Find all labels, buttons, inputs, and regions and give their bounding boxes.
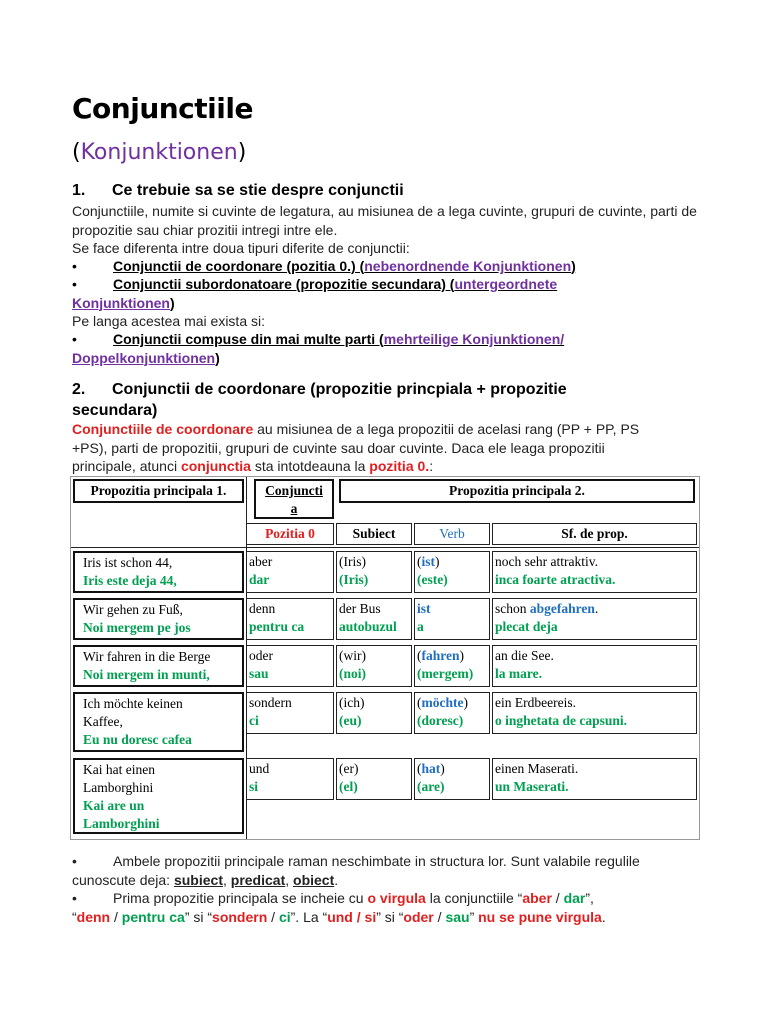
romanian-sentence-cont: Lamborghini	[83, 816, 160, 831]
term-predicat: predicat	[230, 871, 286, 888]
text-run: ”. La “	[290, 908, 328, 925]
sf-ro: o inghetata de capsuni.	[495, 713, 628, 728]
row-2-subj	[336, 598, 412, 640]
row-3-conj	[246, 645, 334, 687]
text-run: Prima propozitie principala se incheie cu	[113, 890, 368, 906]
highlight-red: o virgula	[367, 890, 426, 906]
text-run: .	[601, 908, 606, 925]
romanian-sentence: Iris este deja 44,	[83, 573, 177, 588]
highlight-red: sondern	[212, 908, 268, 925]
row-1-conj	[246, 551, 334, 593]
conj-de: sondern	[249, 695, 292, 710]
paragraph: Conjunctiile, numite si cuvinte de legatura, au misiunea de a lega cuvinte, grupuri de cuvinte, parti de propozitie sau chiar prozitii intregi intre ele.	[72, 203, 697, 238]
highlight-red: nu se pune virgula	[478, 908, 602, 925]
header-subiect: Subiect	[336, 523, 412, 545]
row-5-pp1	[73, 758, 244, 834]
conj-de: denn	[249, 601, 276, 616]
romanian-sentence: Kai are un	[83, 798, 145, 813]
text-run: /	[267, 908, 279, 925]
text-run: ,	[222, 871, 231, 888]
conjunction-table	[70, 476, 700, 840]
text-run: :	[429, 458, 434, 474]
subj-de: (Iris)	[339, 554, 366, 569]
sf-de: schon	[495, 601, 530, 616]
sf-de: noch sehr attraktiv.	[495, 554, 598, 569]
text-run: ” si “	[184, 908, 213, 925]
text-run: ,	[285, 871, 294, 888]
header-conj	[254, 479, 334, 519]
german-term: Doppelkonjunktionen	[72, 349, 216, 366]
german-sentence-cont: Kaffee,	[83, 714, 123, 729]
sf-de: an die See.	[495, 648, 554, 663]
german-sentence: Wir fahren in die Berge	[83, 649, 211, 664]
text-run: sta intotdeauna la	[250, 458, 370, 474]
term-subiect: subiect	[173, 871, 223, 888]
text-run: cunoscute deja:	[72, 871, 174, 888]
term-obiect: obiect	[293, 871, 335, 888]
row-1-pp1	[73, 551, 244, 593]
german-term: untergeordnete	[454, 276, 558, 292]
section-2-heading	[72, 379, 567, 421]
highlight-red: und / si	[327, 908, 377, 925]
highlight-red: aber	[522, 890, 552, 906]
note-2	[72, 889, 702, 926]
bullet-dot: •	[72, 890, 77, 906]
conj-ro: si	[249, 779, 259, 794]
subj-ro: (eu)	[339, 713, 362, 728]
verb-de: ist	[417, 601, 431, 616]
row-5-subj	[336, 758, 412, 800]
bullet-text	[113, 276, 557, 292]
section-title: Conjunctii de coordonare (propozitie princpiala + propozitie	[112, 381, 567, 398]
subj-ro: (Iris)	[339, 572, 369, 587]
sf-de-end: .	[594, 601, 599, 616]
highlight-red: Conjunctiile de coordonare	[72, 421, 254, 437]
conj-de: und	[249, 761, 270, 776]
verb-ro: (doresc)	[417, 713, 464, 728]
highlight-green: pentru ca	[121, 908, 185, 925]
conj-de: oder	[249, 648, 273, 663]
header-conj-line2: a	[290, 501, 298, 516]
note-1	[72, 852, 702, 889]
text-run: /	[551, 890, 564, 906]
section-1-heading	[72, 182, 404, 200]
header-verb: Verb	[414, 523, 490, 545]
bullet-label: Conjunctii compuse din mai multe parti (	[113, 331, 384, 347]
conj-ro: sau	[249, 666, 269, 681]
row-1-verb: (ist) (este)	[414, 551, 490, 593]
german-term: mehrteilige Konjunktionen/	[383, 331, 565, 347]
row-2-conj	[246, 598, 334, 640]
sf-ro: la mare.	[495, 666, 542, 681]
page-title: Conjunctiile	[72, 92, 253, 125]
paren-open: (	[72, 140, 81, 165]
subj-ro: (el)	[339, 779, 358, 794]
subj-ro: autobuzul	[339, 619, 397, 634]
sf-ro: plecat deja	[495, 619, 558, 634]
german-term: nebenordnende Konjunktionen	[364, 258, 572, 274]
sf-de: ein Erdbeereis.	[495, 695, 576, 710]
bullet-item	[72, 275, 697, 312]
row-2-sf	[492, 598, 697, 640]
text-run: ”	[469, 908, 479, 925]
text-run: au misiunea de a lega propozitii de acelasi rang (PP + PP, PS	[253, 421, 640, 437]
row-5-conj	[246, 758, 334, 800]
romanian-sentence: Noi mergem pe jos	[83, 620, 191, 635]
german-sentence: Iris ist schon 44,	[83, 555, 173, 570]
table-divider	[71, 547, 699, 548]
row-4-pp1	[73, 692, 244, 752]
header-pp1: Propozitia principala 1.	[73, 479, 244, 503]
section-title-cont: secundara)	[72, 402, 158, 419]
header-pp2: Propozitia principala 2.	[339, 479, 695, 503]
highlight-red: conjunctia	[180, 458, 251, 474]
bullet-text	[113, 258, 576, 274]
subj-de: (ich)	[339, 695, 365, 710]
highlight-red: oder	[403, 908, 434, 925]
bullet-dot: •	[72, 853, 77, 869]
conj-ro: pentru ca	[249, 619, 305, 634]
row-3-subj	[336, 645, 412, 687]
sf-ro: inca foarte atractiva.	[495, 572, 616, 587]
text-run: la conjunctiile “	[425, 890, 523, 906]
bullet-item	[72, 257, 697, 276]
row-3-pp1	[73, 645, 244, 687]
bullet-dot: •	[72, 258, 77, 274]
row-1-sf	[492, 551, 697, 593]
row-4-verb: (möchte) (doresc)	[414, 692, 490, 734]
verb-ro: a	[417, 619, 424, 634]
subj-de: der Bus	[339, 601, 381, 616]
subj-de: (er)	[339, 761, 359, 776]
text-run: +PS), parti de propozitii, grupuri de cuvinte sau doar cuvinte. Daca ele leaga propozitii	[72, 439, 605, 456]
subj-de: (wir)	[339, 648, 366, 663]
row-2-pp1	[73, 598, 244, 640]
text-run: Ambele propozitii principale raman neschimbate in structura lor. Sunt valabile regulile	[113, 853, 640, 869]
bullet-label: Conjunctii subordonatoare (propozitie secundara) (	[113, 276, 455, 292]
paren-close: )	[215, 349, 220, 366]
text-run: ” si “	[376, 908, 404, 925]
text-run: “	[72, 908, 77, 925]
highlight-red: pozitia 0.	[369, 458, 430, 474]
bullet-label: Conjunctii de coordonare (pozitia 0.) (	[113, 258, 365, 274]
german-sentence: Wir gehen zu Fuß,	[83, 602, 183, 617]
sf-ro: un Maserati.	[495, 779, 569, 794]
row-3-sf	[492, 645, 697, 687]
romanian-sentence: Eu nu doresc cafea	[83, 732, 192, 747]
conj-ro: ci	[249, 713, 259, 728]
romanian-sentence: Noi mergem in munti,	[83, 667, 210, 682]
bullet-dot: •	[72, 276, 77, 292]
german-sentence-cont: Lamborghini	[83, 780, 154, 795]
row-2-verb	[414, 598, 490, 640]
section-number: 2.	[72, 381, 86, 398]
page-subtitle	[72, 140, 246, 165]
german-sentence: Kai hat einen	[83, 762, 155, 777]
header-sf: Sf. de prop.	[492, 523, 697, 545]
verb-de: möchte	[421, 695, 464, 710]
verb-de: hat	[421, 761, 441, 776]
verb-ro: (este)	[417, 572, 448, 587]
bullet-text	[113, 331, 564, 347]
highlight-green: dar	[563, 890, 586, 906]
highlight-green: ci	[278, 908, 291, 925]
highlight-red: denn	[76, 908, 111, 925]
row-1-subj	[336, 551, 412, 593]
text-run: /	[433, 908, 446, 925]
verb-ro: (mergem)	[417, 666, 474, 681]
row-5-sf	[492, 758, 697, 800]
paren-close: )	[170, 294, 175, 311]
german-term: Konjunktionen	[72, 294, 170, 311]
text-run: principale, atunci	[72, 458, 181, 474]
text-run: ”,	[585, 890, 594, 906]
row-3-verb: (fahren) (mergem)	[414, 645, 490, 687]
row-4-conj	[246, 692, 334, 734]
text-run: /	[110, 908, 122, 925]
row-5-verb: (hat) (are)	[414, 758, 490, 800]
header-conj-line1: Conjuncti	[265, 483, 323, 498]
german-sentence: Ich möchte keinen	[83, 696, 183, 711]
verb-de: fahren	[421, 648, 460, 663]
bullet-item	[72, 330, 697, 367]
sf-de-verb: abgefahren	[529, 601, 595, 616]
row-4-subj	[336, 692, 412, 734]
text-run: .	[334, 871, 339, 888]
subtitle-german: Konjunktionen	[80, 140, 238, 165]
paragraph: Pe langa acestea mai exista si:	[72, 313, 265, 329]
subj-ro: (noi)	[339, 666, 366, 681]
row-4-sf	[492, 692, 697, 734]
section-number: 1.	[72, 182, 86, 199]
sf-de: einen Maserati.	[495, 761, 579, 776]
section-title: Ce trebuie sa se stie despre conjunctii	[112, 182, 404, 199]
section-2-paragraph	[72, 420, 697, 476]
paren-close: )	[237, 140, 247, 165]
paragraph: Se face diferenta intre doua tipuri diferite de conjunctii:	[72, 240, 410, 256]
conj-ro: dar	[249, 572, 270, 587]
paren-close: )	[571, 258, 576, 274]
verb-ro: (are)	[417, 779, 445, 794]
verb-de: ist	[421, 554, 435, 569]
highlight-green: sau	[445, 908, 470, 925]
conj-de: aber	[249, 554, 273, 569]
bullet-dot: •	[72, 331, 77, 347]
header-pozitia: Pozitia 0	[246, 523, 334, 545]
